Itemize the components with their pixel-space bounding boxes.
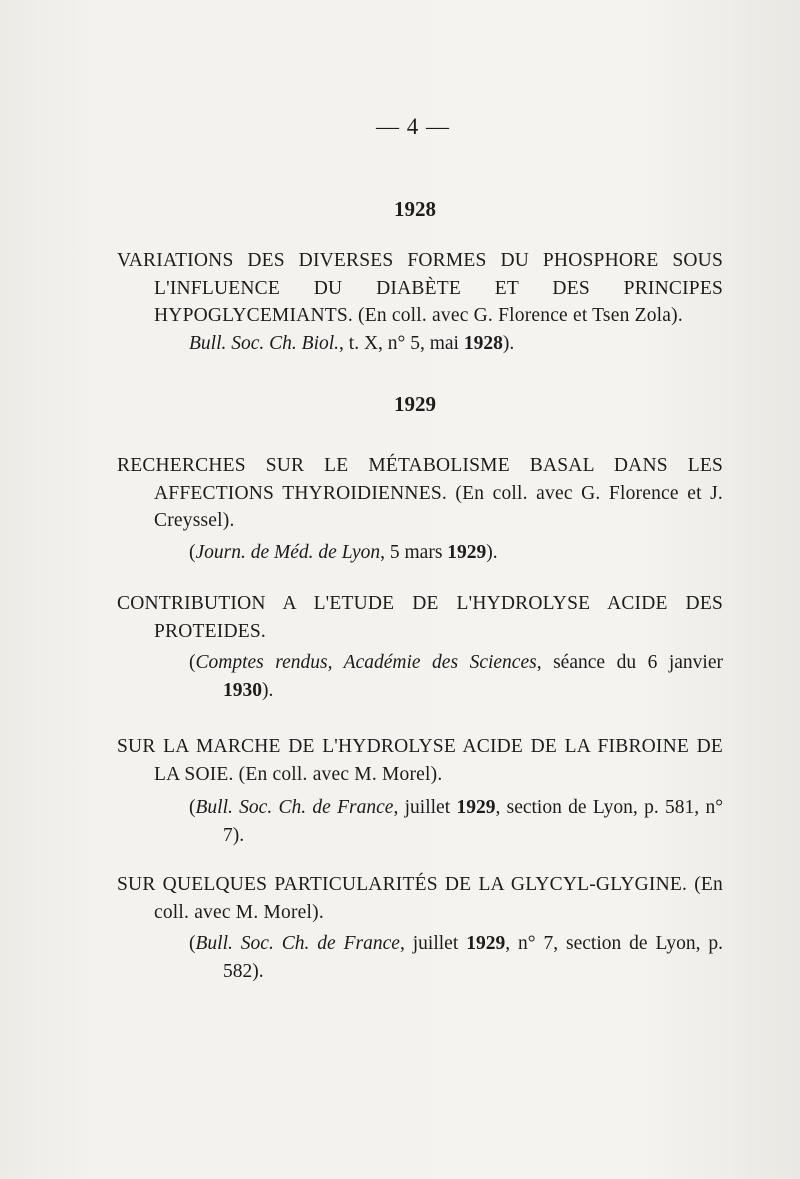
entry-reference	[189, 539, 723, 567]
reference-details: , juillet	[399, 933, 459, 954]
journal-name: Bull. Soc. Ch. Biol.	[189, 332, 340, 354]
reference-end: , section de Lyon, p. 581, n° 7).	[223, 797, 724, 846]
entry-reference	[189, 649, 723, 704]
journal-name: Bull. Soc. Ch. de France	[195, 797, 394, 818]
reference-open: (	[189, 797, 196, 818]
reference-details: , juillet	[393, 797, 451, 818]
entry-reference	[189, 794, 723, 849]
bibliography-entry	[117, 733, 723, 849]
bibliography-entry	[117, 871, 723, 985]
year-heading-1928: 1928	[394, 197, 436, 221]
reference-details: , séance du 6 janvier	[536, 652, 723, 673]
bibliography-entry	[117, 590, 723, 704]
reference-open: (	[189, 541, 196, 563]
year-heading-1929: 1929	[394, 392, 436, 416]
reference-open: (	[189, 933, 196, 954]
bibliography-entry	[117, 247, 723, 357]
entry-title: VARIATIONS DES DIVERSES FORMES DU PHOSPHORE SOUS L'INFLUENCE DU DIABÈTE ET DES PRINCIPES HYPOGLYCEMIANTS. (En coll. avec G. Florence et Tsen Zola).	[117, 250, 723, 326]
journal-name: Bull. Soc. Ch. de France	[195, 933, 400, 954]
bibliography-entry	[117, 452, 723, 566]
entry-reference	[189, 930, 723, 985]
journal-name: Journ. de Méd. de Lyon	[195, 541, 381, 563]
reference-end: ).	[502, 332, 515, 354]
reference-details: , t. X, n° 5, mai	[339, 332, 459, 354]
entry-title: CONTRIBUTION A L'ETUDE DE L'HYDROLYSE ACIDE DES PROTEIDES.	[117, 593, 723, 642]
reference-year: 1930	[223, 679, 262, 701]
reference-year: 1929	[456, 797, 496, 818]
reference-year: 1929	[447, 541, 487, 563]
reference-end: ).	[262, 679, 274, 701]
entry-title: RECHERCHES SUR LE MÉTABOLISME BASAL DANS LES AFFECTIONS THYROIDIENNES. (En coll. avec G. Florence et J. Creyssel).	[117, 455, 723, 531]
entry-reference	[189, 330, 723, 358]
reference-open: (	[189, 652, 196, 673]
entry-title: SUR LA MARCHE DE L'HYDROLYSE ACIDE DE LA FIBROINE DE LA SOIE. (En coll. avec M. Morel).	[117, 736, 723, 785]
reference-details: , 5 mars	[380, 541, 443, 563]
reference-year: 1928	[463, 332, 503, 354]
reference-year: 1929	[466, 933, 506, 954]
reference-end: ).	[486, 541, 498, 563]
journal-name: Comptes rendus, Académie des Sciences	[195, 652, 537, 673]
entry-title: SUR QUELQUES PARTICULARITÉS DE LA GLYCYL-GLYGINE. (En coll. avec M. Morel).	[117, 874, 723, 923]
reference-end: , n° 7, section de Lyon, p. 582).	[223, 933, 724, 982]
page-number: — 4 —	[376, 114, 450, 139]
